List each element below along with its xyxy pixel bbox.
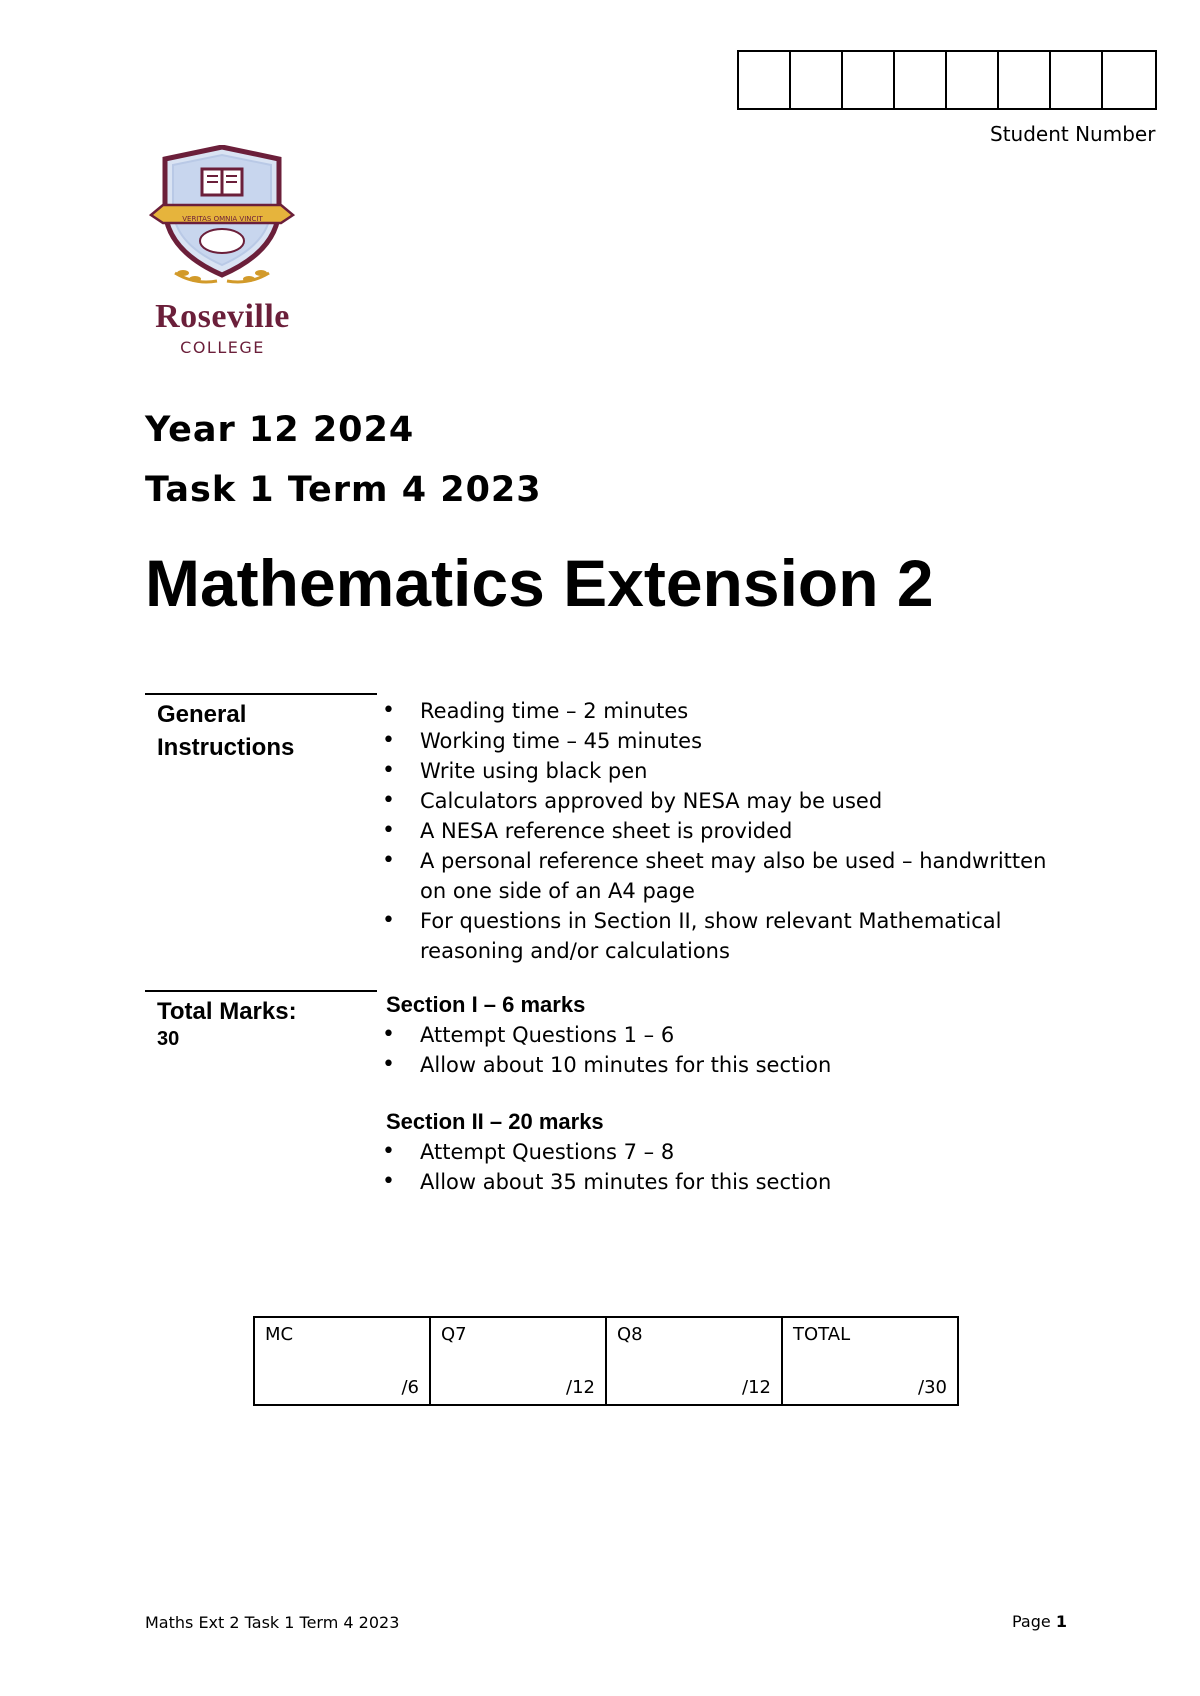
task-heading: Task 1 Term 4 2023 bbox=[145, 470, 542, 510]
marks-cell-label: Q7 bbox=[441, 1324, 467, 1345]
list-item: • Allow about 10 minutes for this section bbox=[380, 1050, 1066, 1080]
divider bbox=[145, 990, 377, 992]
student-number-box[interactable] bbox=[999, 52, 1051, 108]
student-number-boxes[interactable] bbox=[737, 50, 1157, 110]
year-heading: Year 12 2024 bbox=[145, 410, 415, 450]
logo-motto: VERITAS OMNIA VINCIT bbox=[182, 215, 263, 223]
list-item: • A NESA reference sheet is provided bbox=[380, 816, 1060, 846]
list-item: • Calculators approved by NESA may be used bbox=[380, 786, 1060, 816]
section-2-list bbox=[380, 1137, 1066, 1197]
list-item: • Working time – 45 minutes bbox=[380, 726, 1060, 756]
section-1-heading: Section I – 6 marks bbox=[386, 992, 586, 1017]
section-1-list bbox=[380, 1020, 1066, 1080]
logo-name: Roseville bbox=[155, 298, 290, 335]
footer-page bbox=[1012, 1612, 1067, 1631]
college-logo bbox=[145, 145, 300, 360]
student-number-box[interactable] bbox=[791, 52, 843, 108]
marks-cell-out-of: /30 bbox=[918, 1377, 947, 1398]
subject-title: Mathematics Extension 2 bbox=[145, 546, 934, 620]
footer-title: Maths Ext 2 Task 1 Term 4 2023 bbox=[145, 1613, 400, 1632]
marks-cell-label: Q8 bbox=[617, 1324, 643, 1345]
student-number-box[interactable] bbox=[1051, 52, 1103, 108]
sections-block bbox=[386, 990, 1066, 1197]
marks-cell-out-of: /12 bbox=[742, 1377, 771, 1398]
list-item: • Reading time – 2 minutes bbox=[380, 696, 1060, 726]
general-label-line2: Instructions bbox=[157, 734, 295, 761]
list-item: • For questions in Section II, show relevant Mathematical reasoning and/or calculations bbox=[380, 906, 1060, 966]
marks-cell[interactable] bbox=[782, 1317, 958, 1405]
marks-cell-out-of: /12 bbox=[566, 1377, 595, 1398]
student-number-label: Student Number bbox=[990, 122, 1156, 146]
logo-sub: COLLEGE bbox=[180, 338, 265, 357]
list-item: • Attempt Questions 7 – 8 bbox=[380, 1137, 1066, 1167]
list-item: • A personal reference sheet may also be used – handwritten on one side of an A4 page bbox=[380, 846, 1060, 906]
general-instructions-label bbox=[157, 698, 294, 764]
student-number-box[interactable] bbox=[843, 52, 895, 108]
total-marks-label: Total Marks: bbox=[157, 998, 297, 1025]
list-item: • Write using black pen bbox=[380, 756, 1060, 786]
total-marks-value: 30 bbox=[157, 1028, 180, 1050]
general-instructions-list bbox=[380, 696, 1060, 966]
section-2-heading: Section II – 20 marks bbox=[386, 1109, 604, 1134]
page-label: Page bbox=[1012, 1612, 1051, 1631]
divider bbox=[145, 693, 377, 695]
marks-table bbox=[253, 1316, 959, 1406]
marks-cell-label: MC bbox=[265, 1324, 294, 1345]
marks-cell-label: TOTAL bbox=[793, 1324, 851, 1345]
student-number-box[interactable] bbox=[1103, 52, 1155, 108]
general-label-line1: General bbox=[157, 701, 247, 728]
list-item: • Allow about 35 minutes for this section bbox=[380, 1167, 1066, 1197]
marks-cell[interactable] bbox=[254, 1317, 430, 1405]
student-number-box[interactable] bbox=[947, 52, 999, 108]
list-item: • Attempt Questions 1 – 6 bbox=[380, 1020, 1066, 1050]
marks-cell[interactable] bbox=[430, 1317, 606, 1405]
marks-cell-out-of: /6 bbox=[401, 1377, 419, 1398]
marks-cell[interactable] bbox=[606, 1317, 782, 1405]
student-number-box[interactable] bbox=[895, 52, 947, 108]
student-number-box[interactable] bbox=[739, 52, 791, 108]
page-number: 1 bbox=[1055, 1612, 1067, 1631]
